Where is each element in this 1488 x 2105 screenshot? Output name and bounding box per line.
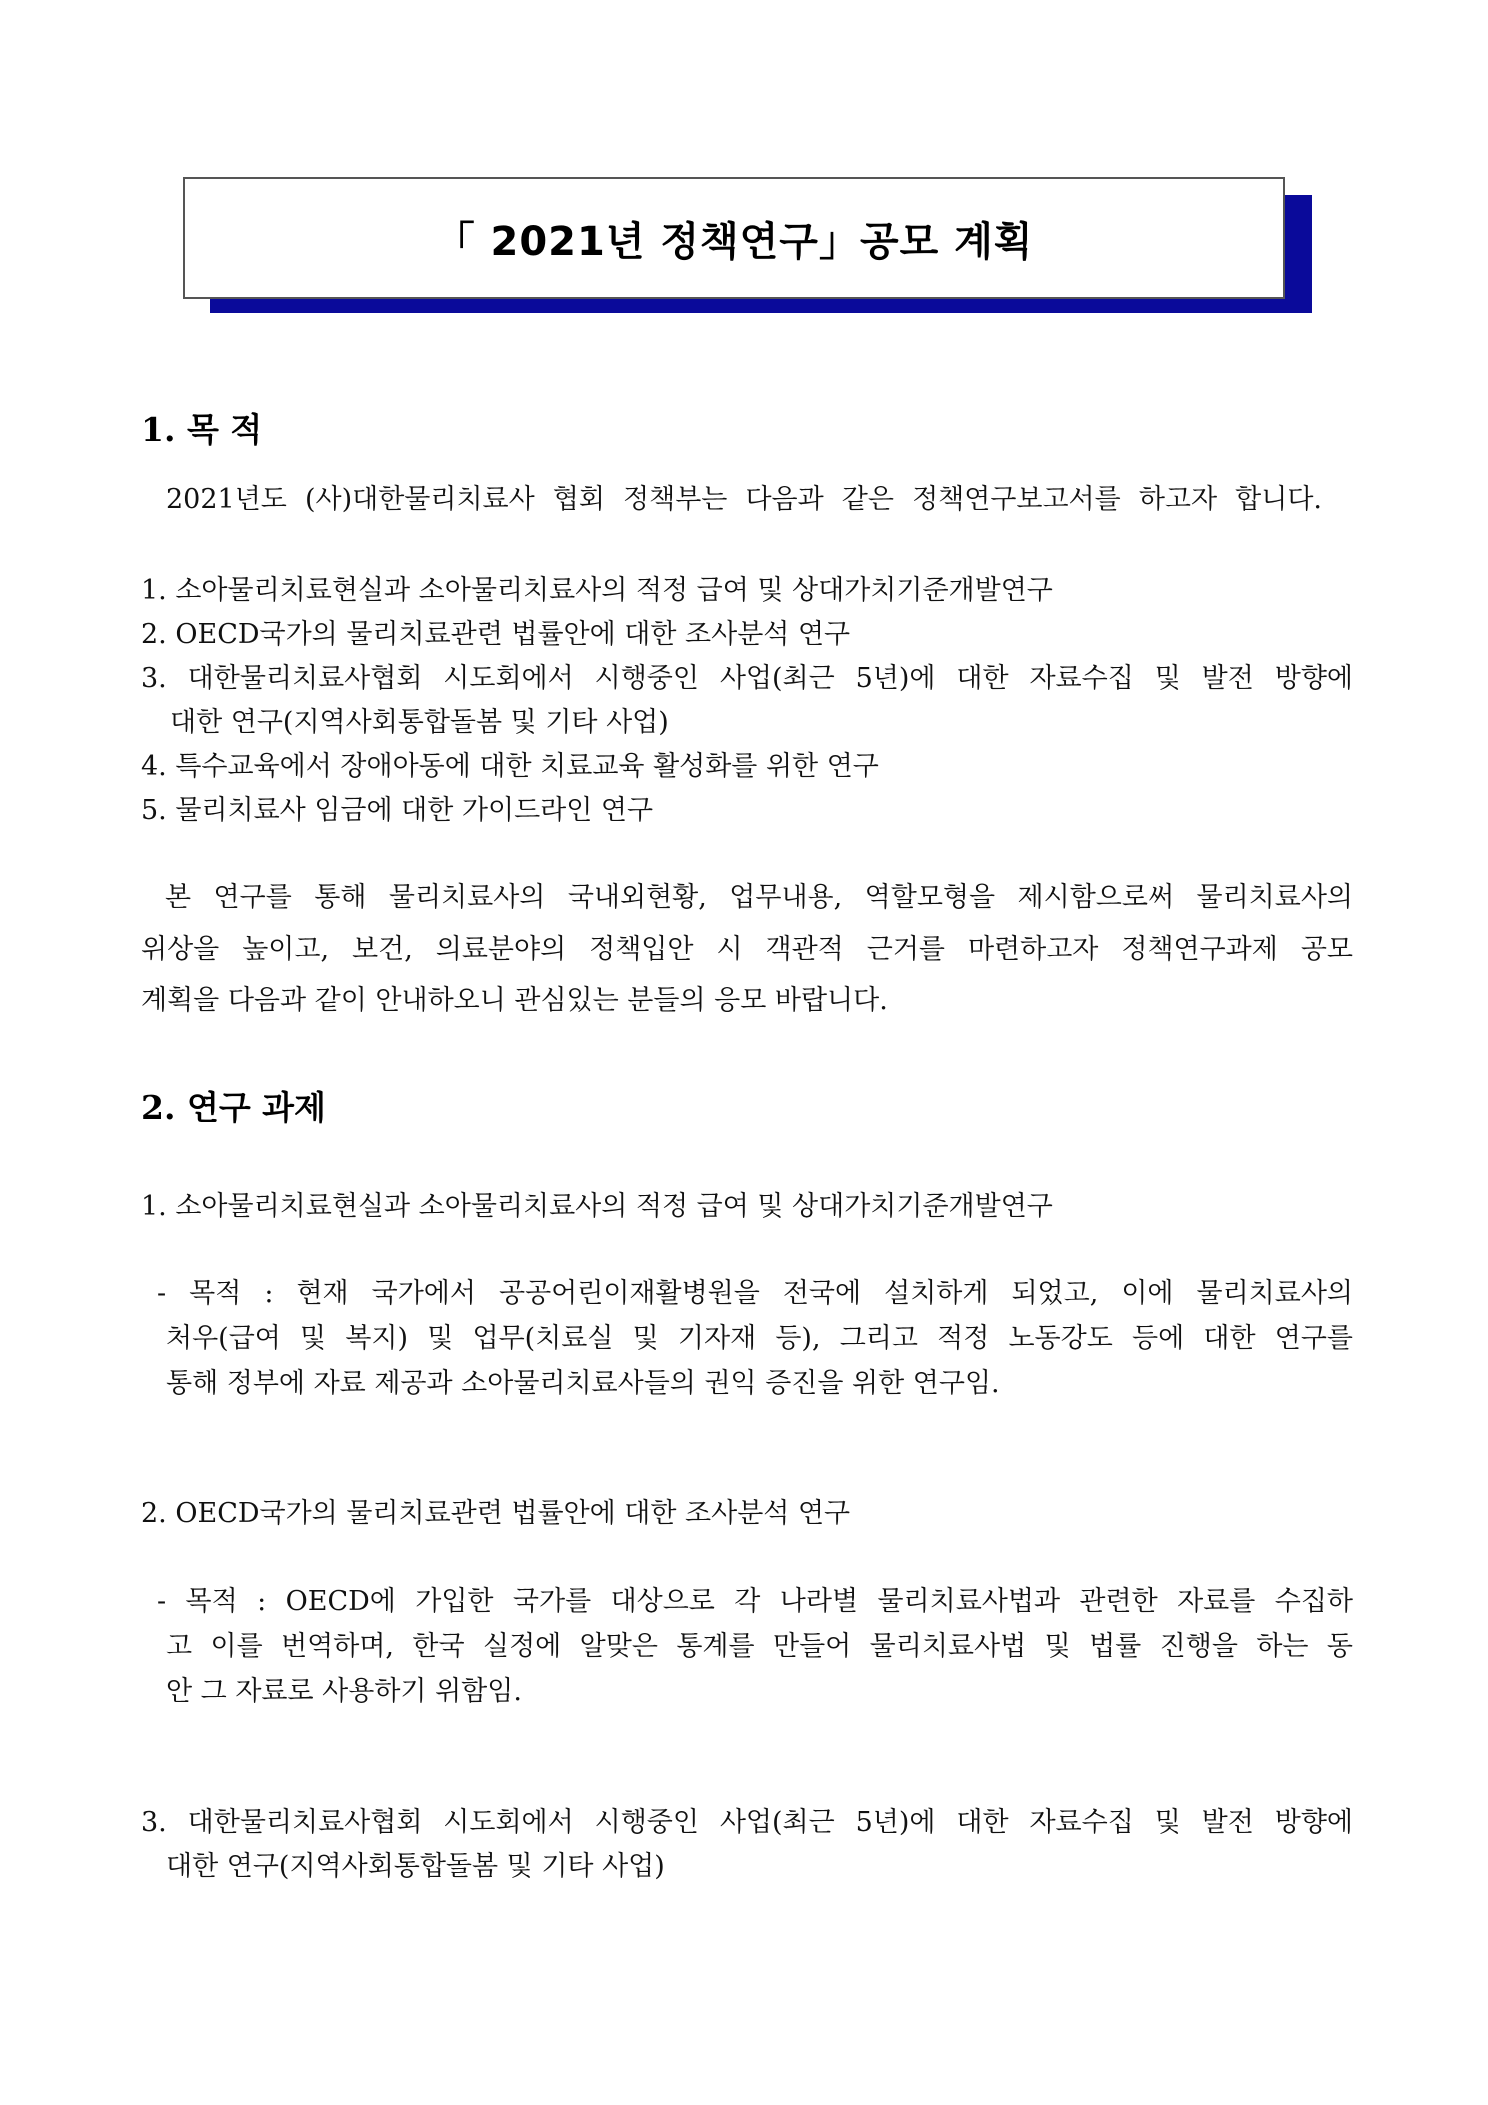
task1-line-1: - 목적 : 현재 국가에서 공공어린이재활병원을 전국에 설치하게 되었고, 이에 물리치료사의: [157, 1278, 1353, 1309]
purpose-item-5: 5. 물리치료사 임금에 대한 가이드라인 연구: [141, 795, 654, 826]
task1-line-2: 처우(급여 및 복지) 및 업무(치료실 및 기자재 등), 그리고 적정 노동강도 등에 대한 연구를: [166, 1323, 1353, 1354]
task1-title: 1. 소아물리치료현실과 소아물리치료사의 적정 급여 및 상대가치기준개발연구: [141, 1191, 1053, 1222]
task3-title-line-1: 3. 대한물리치료사협회 시도회에서 시행중인 사업(최근 5년)에 대한 자료수집 및 발전 방향에: [141, 1807, 1353, 1838]
task3-title-line-2: 대한 연구(지역사회통합돌봄 및 기타 사업): [166, 1851, 665, 1882]
section1-heading: 1. 목 적: [141, 410, 263, 449]
title-box: [183, 177, 1285, 299]
section2-heading: 2. 연구 과제: [141, 1088, 326, 1127]
purpose-item-2: 2. OECD국가의 물리치료관련 법률안에 대한 조사분석 연구: [141, 619, 851, 650]
purpose-item-1: 1. 소아물리치료현실과 소아물리치료사의 적정 급여 및 상대가치기준개발연구: [141, 575, 1053, 606]
purpose-item-4: 4. 특수교육에서 장애아동에 대한 치료교육 활성화를 위한 연구: [141, 751, 879, 782]
purpose-paragraph-line-3: 계획을 다음과 같이 안내하오니 관심있는 분들의 응모 바랍니다.: [141, 985, 888, 1016]
page-title: 「 2021년 정책연구」공모 계획: [434, 218, 1034, 265]
task2-line-1: - 목적 : OECD에 가입한 국가를 대상으로 각 나라별 물리치료사법과 관련한 자료를 수집하: [157, 1586, 1353, 1617]
purpose-item-3: 3. 대한물리치료사협회 시도회에서 시행중인 사업(최근 5년)에 대한 자료수집 및 발전 방향에: [141, 663, 1353, 694]
purpose-paragraph-line-1: 본 연구를 통해 물리치료사의 국내외현황, 업무내용, 역할모형을 제시함으로써 물리치료사의: [165, 882, 1353, 913]
task2-line-2: 고 이를 번역하며, 한국 실정에 알맞은 통계를 만들어 물리치료사법 및 법률 진행을 하는 동: [166, 1631, 1353, 1662]
section1-intro: 2021년도 (사)대한물리치료사 협회 정책부는 다음과 같은 정책연구보고서를 하고자 합니다.: [166, 484, 1322, 515]
task1-line-3: 통해 정부에 자료 제공과 소아물리치료사들의 권익 증진을 위한 연구임.: [166, 1368, 1000, 1399]
purpose-item-3-cont: 대한 연구(지역사회통합돌봄 및 기타 사업): [170, 707, 669, 738]
purpose-paragraph-line-2: 위상을 높이고, 보건, 의료분야의 정책입안 시 객관적 근거를 마련하고자 정책연구과제 공모: [141, 934, 1353, 965]
task2-line-3: 안 그 자료로 사용하기 위함임.: [166, 1676, 522, 1707]
task2-title: 2. OECD국가의 물리치료관련 법률안에 대한 조사분석 연구: [141, 1498, 851, 1529]
